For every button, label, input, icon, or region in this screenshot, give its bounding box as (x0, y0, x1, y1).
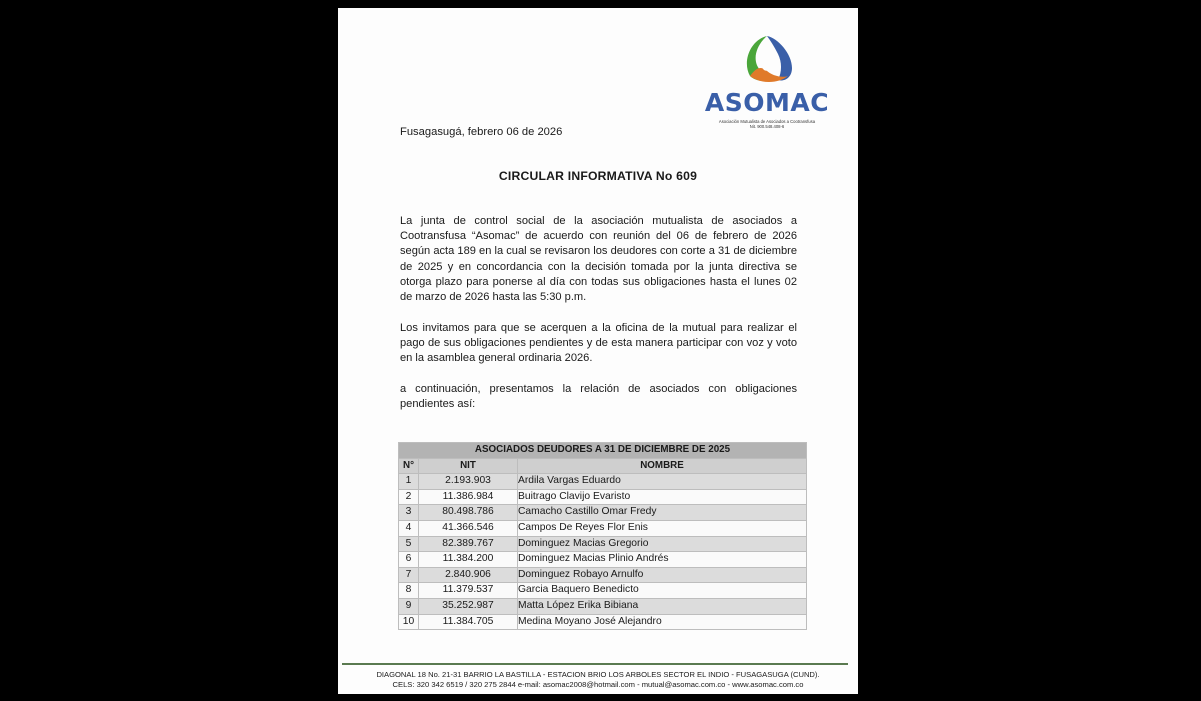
asomac-logo (704, 32, 830, 128)
table-row (399, 505, 807, 521)
col-header-name: NOMBRE (518, 458, 807, 474)
letter-date: Fusagasugá, febrero 06 de 2026 (400, 126, 563, 138)
cell-name: Medina Moyano José Alejandro (518, 614, 807, 630)
cell-nit: 2.193.903 (419, 474, 518, 490)
cell-nit: 80.498.786 (419, 505, 518, 521)
cell-nit: 11.384.200 (419, 552, 518, 568)
cell-name: Dominguez Macias Plinio Andrés (518, 552, 807, 568)
cell-nit: 35.252.987 (419, 598, 518, 614)
paragraph-1: La junta de control social de la asociación mutualista de asociados a Cootransfusa “Asomac” de acuerdo con reunión del 06 de febrero de 2026 según acta 189 en la cual se revisaron los deudores con corte a 31 de diciembre de 2025 y en concordancia con la decisión tomada por la junta directiva se otorga plazo para ponerse al día con todas sus obligaciones hasta el lunes 02 de marzo de 2026 hasta las 5:30 p.m. (400, 215, 797, 304)
cell-name: Garcia Baquero Benedicto (518, 583, 807, 599)
table-row (399, 583, 807, 599)
table-row (399, 474, 807, 490)
cell-name: Camacho Castillo Omar Fredy (518, 505, 807, 521)
logo-nit: Nit. 900.548.408-6 (749, 124, 785, 129)
cell-name: Ardila Vargas Eduardo (518, 474, 807, 490)
cell-number: 5 (399, 536, 419, 552)
cell-nit: 2.840.906 (419, 567, 518, 583)
logo-wordmark: ASOMAC (704, 88, 830, 117)
cell-number: 2 (399, 489, 419, 505)
cell-name: Dominguez Macias Gregorio (518, 536, 807, 552)
cell-number: 10 (399, 614, 419, 630)
cell-name: Buitrago Clavijo Evaristo (518, 489, 807, 505)
cell-number: 9 (399, 598, 419, 614)
cell-nit: 41.366.546 (419, 520, 518, 536)
cell-nit: 11.386.984 (419, 489, 518, 505)
col-header-nit: NIT (419, 458, 518, 474)
cell-nit: 82.389.767 (419, 536, 518, 552)
table-row (399, 614, 807, 630)
table-row (399, 536, 807, 552)
cell-number: 6 (399, 552, 419, 568)
footer-divider (342, 663, 848, 665)
table-row (399, 489, 807, 505)
table-row (399, 520, 807, 536)
document-page (338, 8, 858, 694)
cell-nit: 11.384.705 (419, 614, 518, 630)
debtors-table (398, 442, 807, 630)
table-caption: ASOCIADOS DEUDORES A 31 DE DICIEMBRE DE 2025 (399, 443, 807, 459)
footer-contact: CELS: 320 342 6519 / 320 275 2844 e-mail: asomac2008@hotmail.com - mutual@asomac.com.co - www.asomac.com.co (392, 680, 804, 689)
cell-number: 1 (399, 474, 419, 490)
cell-name: Matta López Erika Bibiana (518, 598, 807, 614)
table-row (399, 598, 807, 614)
cell-name: Dominguez Robayo Arnulfo (518, 567, 807, 583)
logo-subtitle: Asociación Mutualista de Asociados a Cootransfusa (718, 119, 816, 124)
cell-number: 3 (399, 505, 419, 521)
cell-number: 7 (399, 567, 419, 583)
triangle-logo-icon (738, 32, 796, 84)
cell-nit: 11.379.537 (419, 583, 518, 599)
table-row (399, 552, 807, 568)
paragraph-2: Los invitamos para que se acerquen a la oficina de la mutual para realizar el pago de sus obligaciones pendientes y de esta manera participar con voz y voto en la asamblea general ordinaria 2026. (400, 322, 797, 365)
letter-title: CIRCULAR INFORMATIVA No 609 (498, 169, 698, 183)
cell-number: 8 (399, 583, 419, 599)
cell-number: 4 (399, 520, 419, 536)
table-row (399, 567, 807, 583)
col-header-number: N° (399, 458, 419, 474)
footer-address: DIAGONAL 18 No. 21-31 BARRIO LA BASTILLA - ESTACION BRIO LOS ARBOLES SECTOR EL INDIO - FUSAGASUGA (CUND). (376, 670, 820, 679)
paragraph-3: a continuación, presentamos la relación de asociados con obligaciones pendientes así: (400, 383, 797, 411)
cell-name: Campos De Reyes Flor Enis (518, 520, 807, 536)
